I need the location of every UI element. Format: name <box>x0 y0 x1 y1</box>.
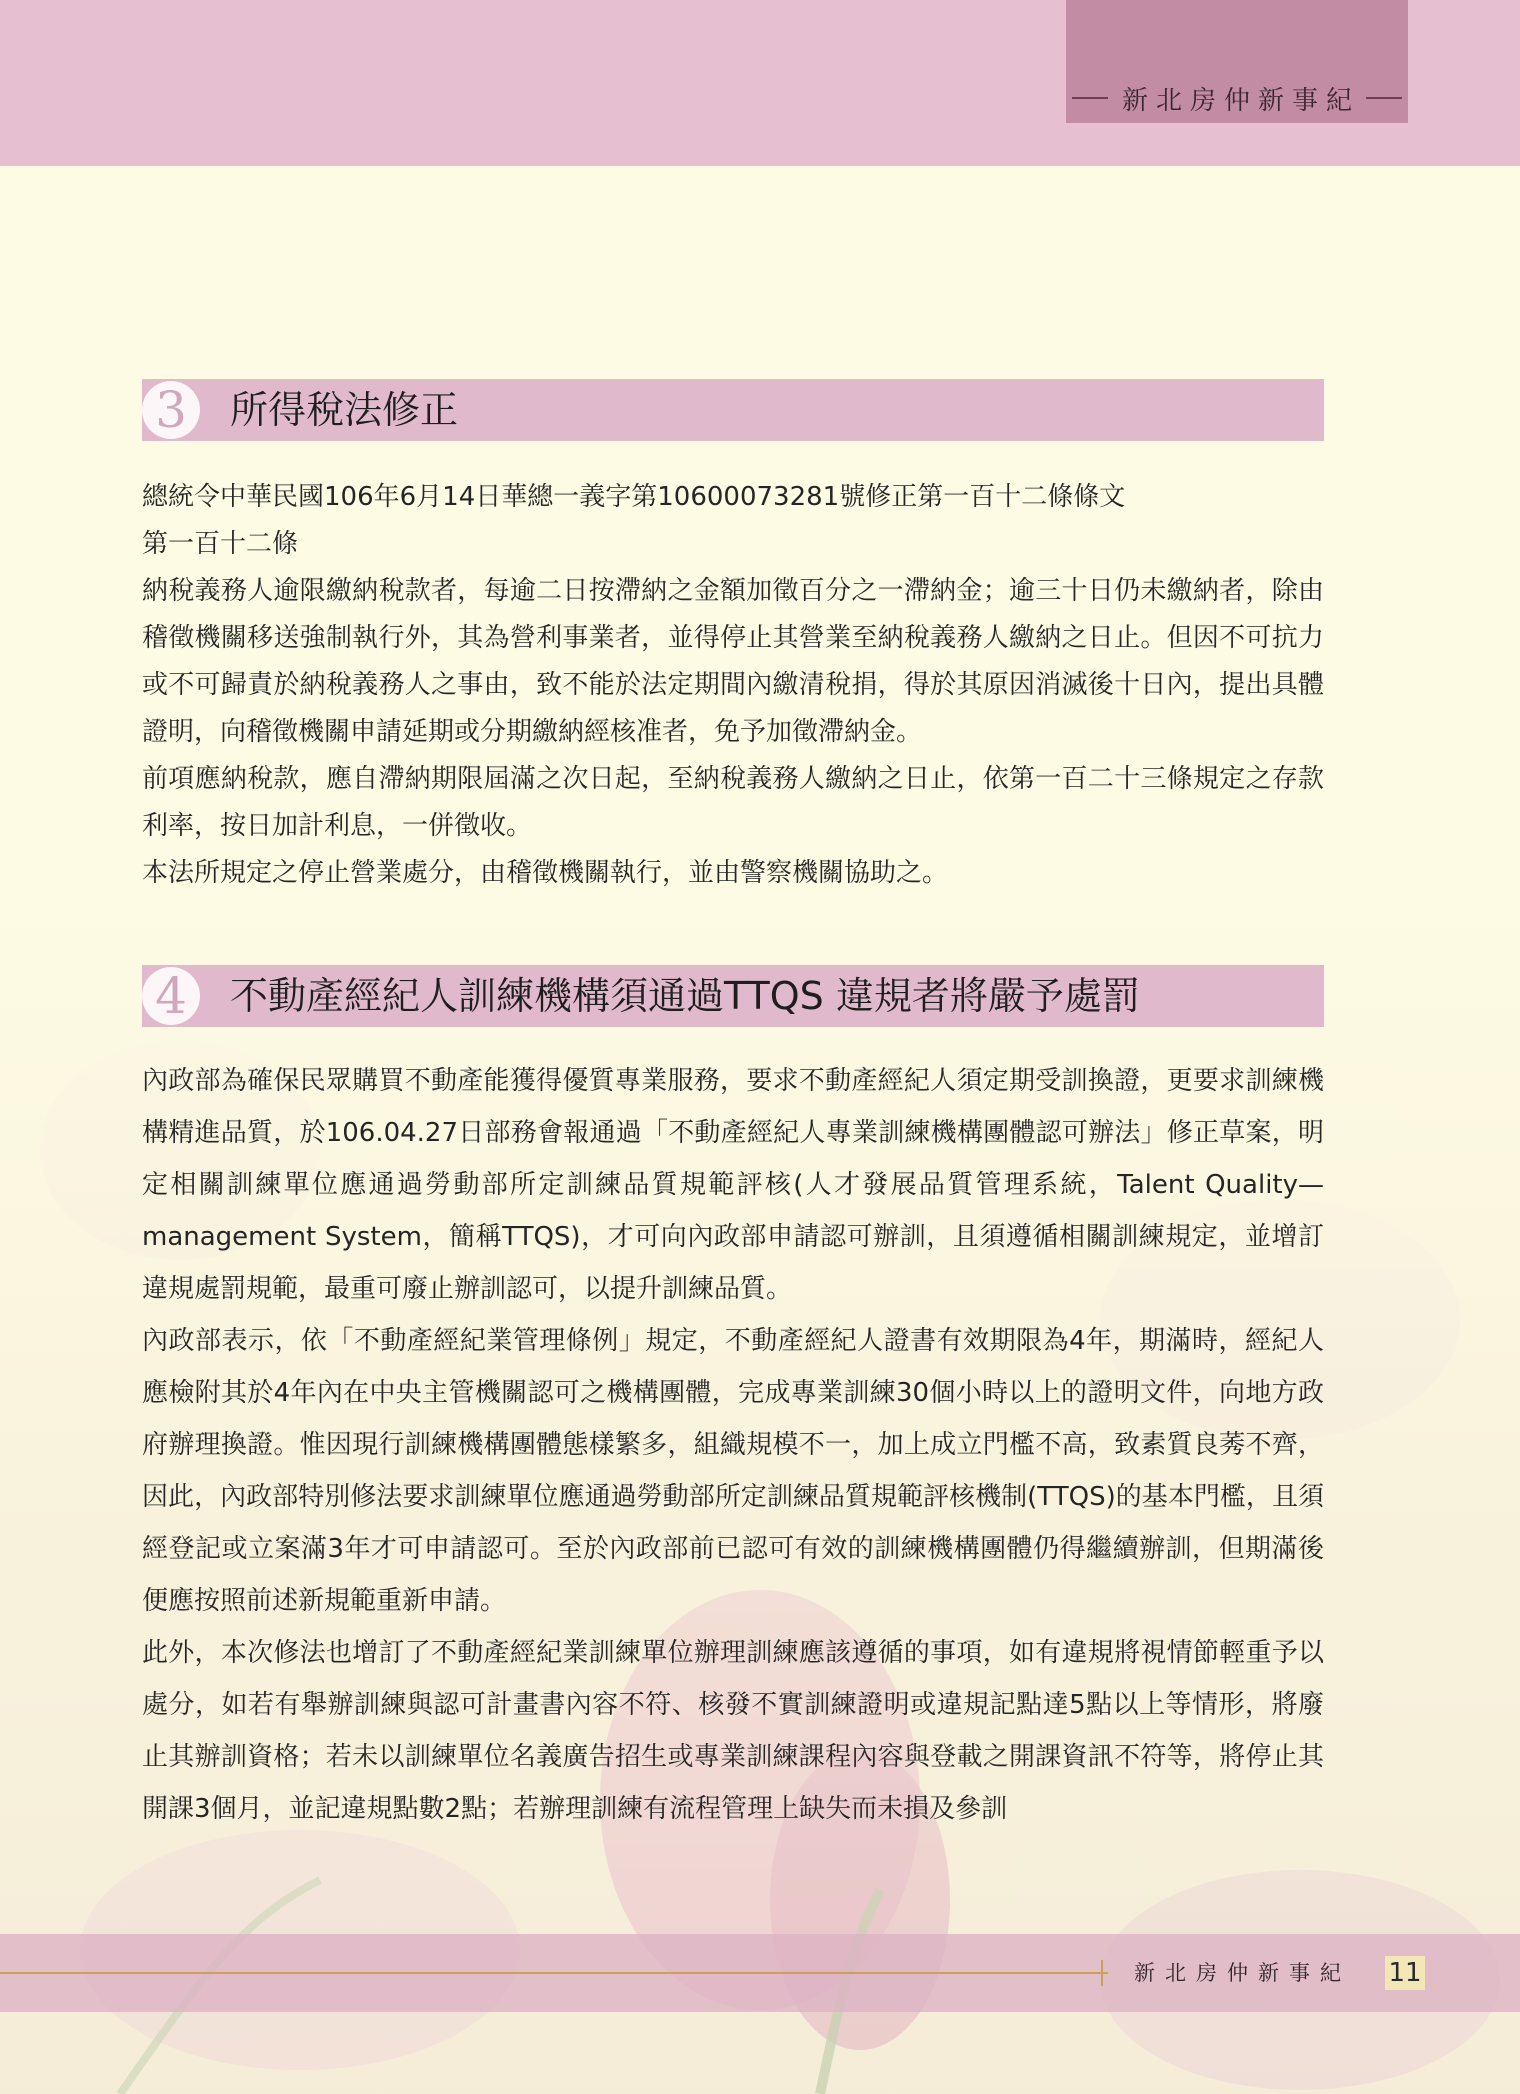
section-3-paragraph: 納稅義務人逾限繳納稅款者，每逾二日按滯納之金額加徵百分之一滯納金；逾三十日仍未繳納者，除由稽徵機關移送強制執行外，其為營利事業者，並得停止其營業至納稅義務人繳納之日止。但因不可抗力或不可歸責於納稅義務人之事由，致不能於法定期間內繳清稅捐，得於其原因消滅後十日內，提出具體證明，向稽徵機關申請延期或分期繳納經核准者，免予加徵滯納金。 <box>142 576 1324 747</box>
section-4-number: 4 <box>142 967 200 1025</box>
header-divider-left <box>1072 97 1108 99</box>
section-3-paragraph: 第一百十二條 <box>142 529 299 559</box>
section-4-paragraph: 內政部表示，依「不動產經紀業管理條例」規定，不動產經紀人證書有效期限為4年，期滿時，經紀人應檢附其於4年內在中央主管機關認可之機構團體，完成專業訓練30個小時以上的證明文件，向地方政府辦理換證。惟因現行訓練機構團體態樣繁多，組織規模不一，加上成立門檻不高，致素質良莠不齊，因此，內政部特別修法要求訓練單位應通過勞動部所定訓練品質規範評核機制(TTQS)的基本門檻，且須經登記或立案滿3年才可申請認可。至於內政部前已認可有效的訓練機構團體仍得繼續辦訓，但期滿後便應按照前述新規範重新申請。 <box>142 1326 1324 1616</box>
section-3-body <box>142 474 1324 897</box>
section-4-header <box>142 965 1324 1027</box>
section-3-paragraph: 總統令中華民國106年6月14日華總一義字第10600073281號修正第一百十二條條文 <box>142 482 1126 512</box>
section-3-header <box>142 379 1324 441</box>
section-3-title: 所得稅法修正 <box>230 388 459 432</box>
section-4-paragraph: 此外，本次修法也增訂了不動產經紀業訓練單位辦理訓練應該遵循的事項，如有違規將視情節輕重予以處分，如若有舉辦訓練與認可計畫書內容不符、核發不實訓練證明或違規記點達5點以上等情形，將廢止其辦訓資格；若未以訓練單位名義廣告招生或專業訓練課程內容與登載之開課資訊不符等，將停止其開課3個月，並記違規點數2點；若辦理訓練有流程管理上缺失而未損及參訓 <box>142 1638 1324 1824</box>
section-3-paragraph: 本法所規定之停止營業處分，由稽徵機關執行，並由警察機關協助之。 <box>142 858 949 888</box>
header <box>1066 70 1408 126</box>
footer-tick <box>1101 1960 1103 1986</box>
footer-rule <box>0 1972 1108 1974</box>
section-4-body <box>142 1055 1324 1835</box>
header-divider-right <box>1366 97 1402 99</box>
section-4-paragraph: 內政部為確保民眾購買不動產能獲得優質專業服務，要求不動產經紀人須定期受訓換證，更要求訓練機構精進品質，於106.04.27日部務會報通過「不動產經紀人專業訓練機構團體認可辦法」修正草案，明定相關訓練單位應通過勞動部所定訓練品質規範評核(人才發展品質管理系統，Talent Quality—management System，簡稱TTQS)，才可向內政部申請認可辦訓，且須遵循相關訓練規定，並增訂違規處罰規範，最重可廢止辦訓認可，以提升訓練品質。 <box>142 1066 1324 1304</box>
header-title: 新北房仲新事紀 <box>1121 85 1360 116</box>
page-number: 11 <box>1385 1956 1425 1990</box>
footer-title: 新北房仲新事紀 <box>1134 1961 1351 1985</box>
footer <box>0 1934 1520 2012</box>
section-4-title: 不動產經紀人訓練機構須通過TTQS 違規者將嚴予處罰 <box>230 974 1140 1018</box>
section-3-number: 3 <box>142 381 200 439</box>
section-3-paragraph: 前項應納稅款，應自滯納期限屆滿之次日起，至納稅義務人繳納之日止，依第一百二十三條規定之存款利率，按日加計利息，一併徵收。 <box>142 764 1324 841</box>
